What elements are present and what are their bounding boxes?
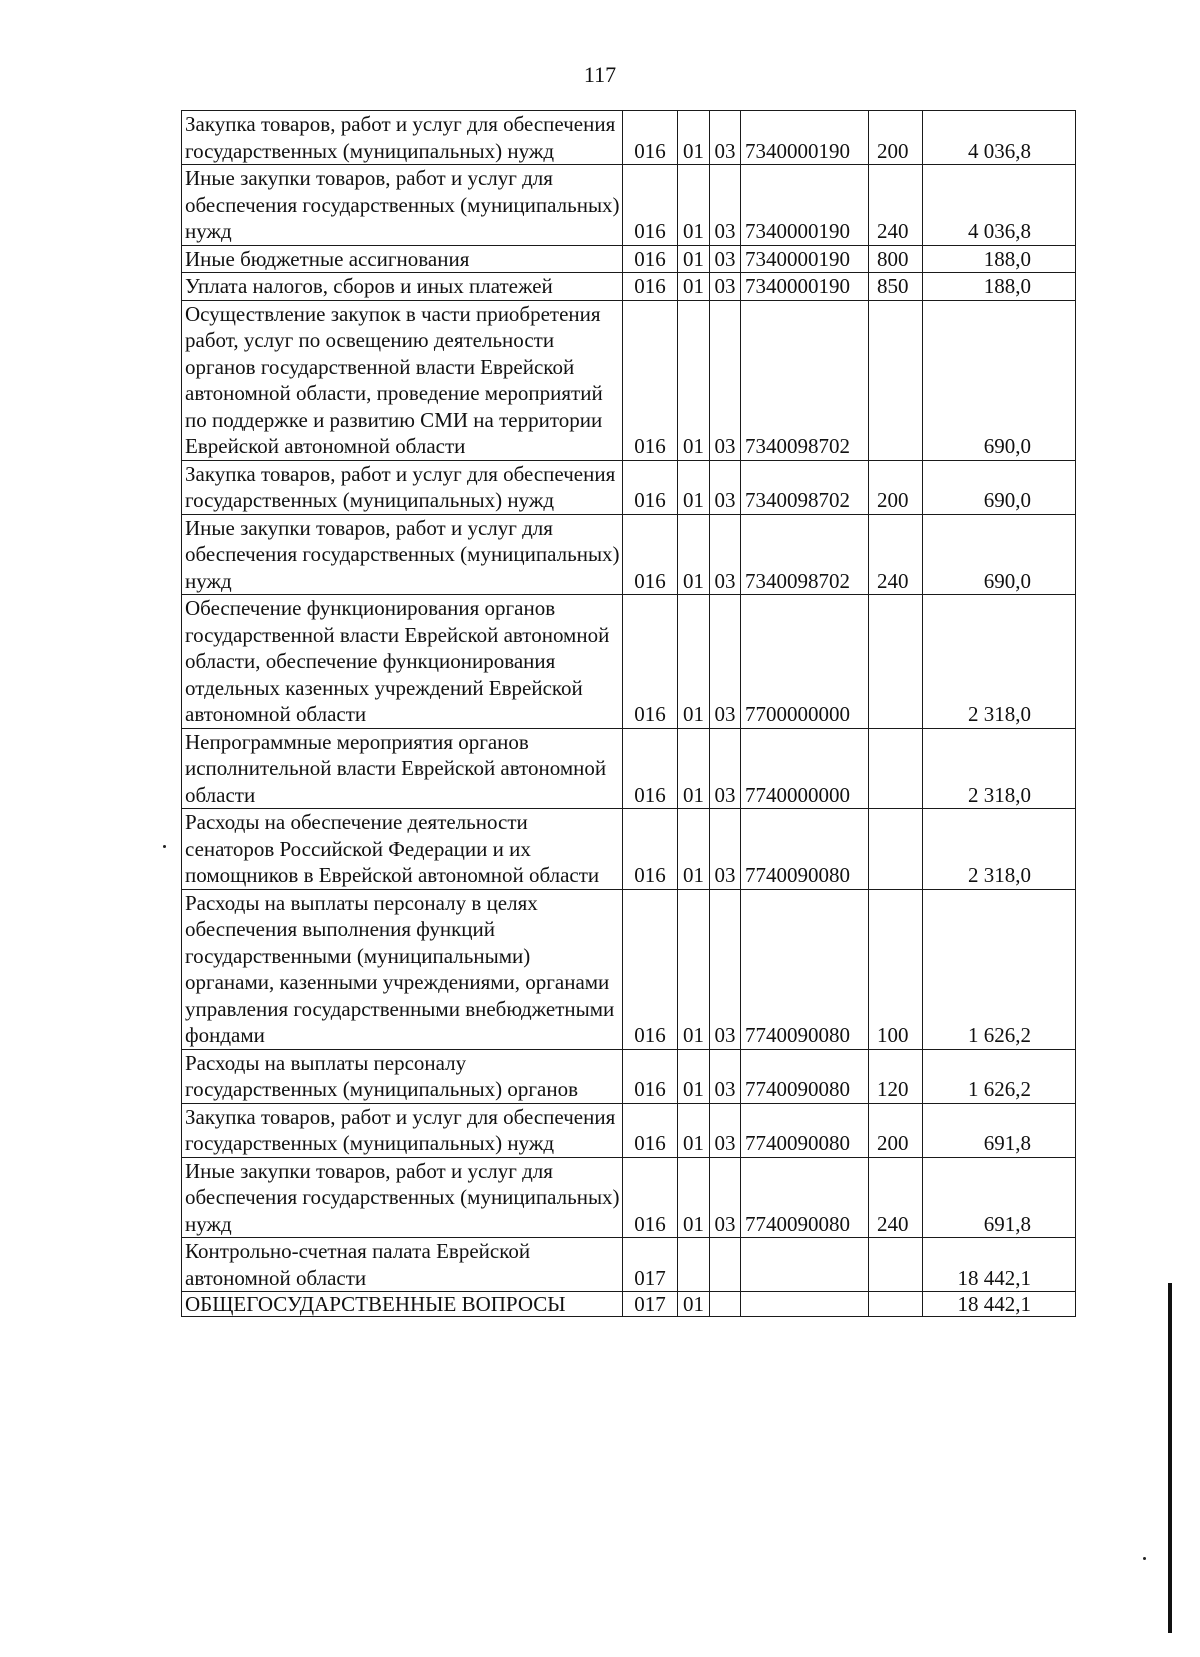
- scan-speck: [163, 845, 166, 848]
- amount: 2 318,0: [923, 595, 1076, 729]
- target-item-code: 7340000190: [741, 111, 869, 165]
- table-row: [182, 273, 1076, 301]
- target-item-code: [741, 1292, 869, 1317]
- subsection-code: 03: [710, 1049, 741, 1103]
- target-item-code: 7340000190: [741, 245, 869, 273]
- grbs-code: 016: [623, 1157, 678, 1238]
- expense-type-code: 200: [869, 460, 923, 514]
- subsection-code: 03: [710, 460, 741, 514]
- expense-name: Закупка товаров, работ и услуг для обеспечения государственных (муниципальных) нужд: [182, 1103, 623, 1157]
- expense-name: Непрограммные мероприятия органов исполнительной власти Еврейской автономной области: [182, 728, 623, 809]
- grbs-code: 016: [623, 300, 678, 460]
- table-row: [182, 809, 1076, 890]
- section-code: 01: [678, 1157, 710, 1238]
- grbs-code: 016: [623, 1103, 678, 1157]
- target-item-code: 7740090080: [741, 809, 869, 890]
- expense-type-code: 240: [869, 1157, 923, 1238]
- subsection-code: 03: [710, 889, 741, 1049]
- subsection-code: 03: [710, 165, 741, 246]
- grbs-code: 016: [623, 273, 678, 301]
- subsection-code: [710, 1238, 741, 1292]
- target-item-code: 7740000000: [741, 728, 869, 809]
- section-code: 01: [678, 728, 710, 809]
- amount: 691,8: [923, 1157, 1076, 1238]
- expense-name: Закупка товаров, работ и услуг для обеспечения государственных (муниципальных) нужд: [182, 111, 623, 165]
- amount: 690,0: [923, 460, 1076, 514]
- expense-name: Расходы на обеспечение деятельности сенаторов Российской Федерации и их помощников в Еврейской автономной области: [182, 809, 623, 890]
- expense-name: Контрольно-счетная палата Еврейской автономной области: [182, 1238, 623, 1292]
- table-row: [182, 1049, 1076, 1103]
- expense-name: Закупка товаров, работ и услуг для обеспечения государственных (муниципальных) нужд: [182, 460, 623, 514]
- expense-name: Осуществление закупок в части приобретения работ, услуг по освещению деятельности органов государственной власти Еврейской автономной области, проведение мероприятий по поддержке и развитию СМИ на территории Еврейской автономной области: [182, 300, 623, 460]
- scan-edge-mark: [1168, 1283, 1172, 1633]
- expense-type-code: 240: [869, 165, 923, 246]
- table-row: [182, 1103, 1076, 1157]
- grbs-code: 016: [623, 889, 678, 1049]
- amount: 1 626,2: [923, 889, 1076, 1049]
- expense-type-code: 800: [869, 245, 923, 273]
- amount: 691,8: [923, 1103, 1076, 1157]
- section-code: 01: [678, 809, 710, 890]
- target-item-code: 7700000000: [741, 595, 869, 729]
- table-row: [182, 460, 1076, 514]
- subsection-code: 03: [710, 273, 741, 301]
- section-code: [678, 1238, 710, 1292]
- expense-type-code: 850: [869, 273, 923, 301]
- expense-name: Расходы на выплаты персоналу государственных (муниципальных) органов: [182, 1049, 623, 1103]
- expense-name: Иные закупки товаров, работ и услуг для обеспечения государственных (муниципальных) нужд: [182, 514, 623, 595]
- amount: 690,0: [923, 300, 1076, 460]
- grbs-code: 017: [623, 1238, 678, 1292]
- table-row: [182, 595, 1076, 729]
- table-row: [182, 1292, 1076, 1317]
- target-item-code: 7340098702: [741, 514, 869, 595]
- target-item-code: 7340000190: [741, 273, 869, 301]
- table-row: [182, 514, 1076, 595]
- table-row: [182, 1157, 1076, 1238]
- amount: 18 442,1: [923, 1292, 1076, 1317]
- table-row: [182, 1238, 1076, 1292]
- subsection-code: 03: [710, 245, 741, 273]
- grbs-code: 016: [623, 809, 678, 890]
- table-row: [182, 728, 1076, 809]
- amount: 4 036,8: [923, 165, 1076, 246]
- section-code: 01: [678, 460, 710, 514]
- expense-type-code: [869, 728, 923, 809]
- expense-type-code: [869, 1292, 923, 1317]
- expense-name: ОБЩЕГОСУДАРСТВЕННЫЕ ВОПРОСЫ: [182, 1292, 623, 1317]
- page-number: 117: [583, 62, 617, 87]
- expense-type-code: 200: [869, 1103, 923, 1157]
- expense-type-code: [869, 595, 923, 729]
- expense-name: Иные закупки товаров, работ и услуг для обеспечения государственных (муниципальных) нужд: [182, 1157, 623, 1238]
- section-code: 01: [678, 273, 710, 301]
- section-code: 01: [678, 1292, 710, 1317]
- subsection-code: 03: [710, 1103, 741, 1157]
- subsection-code: 03: [710, 1157, 741, 1238]
- section-code: 01: [678, 111, 710, 165]
- expense-type-code: 120: [869, 1049, 923, 1103]
- subsection-code: 03: [710, 300, 741, 460]
- target-item-code: 7740090080: [741, 889, 869, 1049]
- table-row: [182, 300, 1076, 460]
- grbs-code: 016: [623, 245, 678, 273]
- expense-type-code: 240: [869, 514, 923, 595]
- amount: 1 626,2: [923, 1049, 1076, 1103]
- expense-name: Иные бюджетные ассигнования: [182, 245, 623, 273]
- table-row: [182, 889, 1076, 1049]
- subsection-code: [710, 1292, 741, 1317]
- amount: 188,0: [923, 273, 1076, 301]
- section-code: 01: [678, 245, 710, 273]
- subsection-code: 03: [710, 514, 741, 595]
- amount: 2 318,0: [923, 728, 1076, 809]
- section-code: 01: [678, 1049, 710, 1103]
- expense-type-code: [869, 1238, 923, 1292]
- target-item-code: 7340098702: [741, 300, 869, 460]
- target-item-code: 7340000190: [741, 165, 869, 246]
- target-item-code: 7740090080: [741, 1157, 869, 1238]
- section-code: 01: [678, 514, 710, 595]
- expense-name: Иные закупки товаров, работ и услуг для обеспечения государственных (муниципальных) нужд: [182, 165, 623, 246]
- amount: 2 318,0: [923, 809, 1076, 890]
- subsection-code: 03: [710, 111, 741, 165]
- expense-type-code: [869, 300, 923, 460]
- budget-table: [181, 110, 1076, 1317]
- grbs-code: 016: [623, 595, 678, 729]
- expense-type-code: 100: [869, 889, 923, 1049]
- expense-type-code: 200: [869, 111, 923, 165]
- amount: 4 036,8: [923, 111, 1076, 165]
- table-row: [182, 245, 1076, 273]
- grbs-code: 016: [623, 165, 678, 246]
- section-code: 01: [678, 595, 710, 729]
- grbs-code: 016: [623, 111, 678, 165]
- amount: 18 442,1: [923, 1238, 1076, 1292]
- grbs-code: 016: [623, 728, 678, 809]
- scan-speck: [1143, 1557, 1146, 1560]
- subsection-code: 03: [710, 809, 741, 890]
- grbs-code: 017: [623, 1292, 678, 1317]
- target-item-code: 7340098702: [741, 460, 869, 514]
- target-item-code: 7740090080: [741, 1049, 869, 1103]
- subsection-code: 03: [710, 595, 741, 729]
- grbs-code: 016: [623, 514, 678, 595]
- target-item-code: 7740090080: [741, 1103, 869, 1157]
- target-item-code: [741, 1238, 869, 1292]
- amount: 690,0: [923, 514, 1076, 595]
- grbs-code: 016: [623, 460, 678, 514]
- section-code: 01: [678, 165, 710, 246]
- expense-name: Расходы на выплаты персоналу в целях обеспечения выполнения функций государственными (муниципальными) органами, казенными учреждениями, органами управления государственными внебюджетными фондами: [182, 889, 623, 1049]
- table-row: [182, 165, 1076, 246]
- section-code: 01: [678, 889, 710, 1049]
- section-code: 01: [678, 1103, 710, 1157]
- expense-type-code: [869, 809, 923, 890]
- grbs-code: 016: [623, 1049, 678, 1103]
- subsection-code: 03: [710, 728, 741, 809]
- table-row: [182, 111, 1076, 165]
- section-code: 01: [678, 300, 710, 460]
- expense-name: Обеспечение функционирования органов государственной власти Еврейской автономной области, обеспечение функционирования отдельных казенных учреждений Еврейской автономной области: [182, 595, 623, 729]
- expense-name: Уплата налогов, сборов и иных платежей: [182, 273, 623, 301]
- amount: 188,0: [923, 245, 1076, 273]
